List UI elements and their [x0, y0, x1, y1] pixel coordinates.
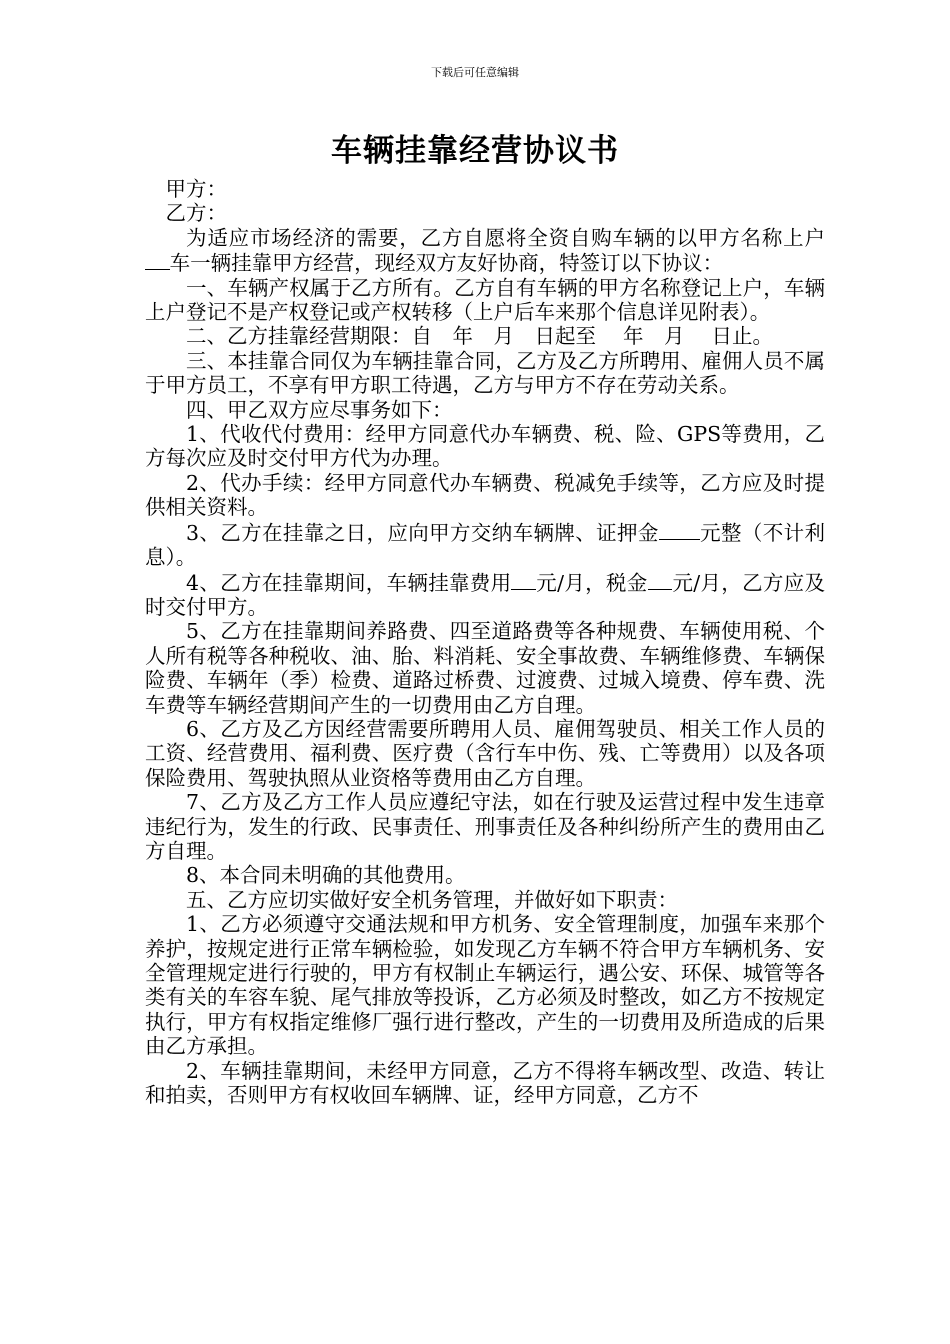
- header-note: 下载后可任意编辑: [431, 66, 519, 79]
- item-4-3-text-2: 元整（不计利息）。: [145, 520, 826, 570]
- document-body: [145, 177, 825, 1107]
- item-4-4-text-3: 元/月，乙方应及时交付甲方。: [145, 570, 825, 619]
- item-4-3-text-1: 3、乙方在挂靠之日，应向甲方交纳车辆牌、证押金: [186, 520, 659, 545]
- preamble-text-1: 为适应市场经济的需要，乙方自愿将全资自购车辆的以甲方名称上户: [186, 225, 825, 250]
- clause-3: 三、本挂靠合同仅为车辆挂靠合同，乙方及乙方所聘用、雇佣人员不属于甲方员工，不享有甲方职工待遇，乙方与甲方不存在劳动关系。: [145, 348, 825, 398]
- clause-2: 二、乙方挂靠经营期限：自 年 月 日起至 年 月 日止。: [186, 324, 774, 349]
- item-4-2: 2、代办手续：经甲方同意代办车辆费、税减免手续等，乙方应及时提供相关资料。: [145, 470, 825, 520]
- item-4-8: 8、本合同未明确的其他费用。: [186, 863, 466, 888]
- item-4-3: [145, 520, 825, 570]
- item-5-1: 1、乙方必须遵守交通法规和甲方机务、安全管理制度，加强车来那个养护，按规定进行正常车辆检验，如发现乙方车辆不符合甲方车辆机务、安全管理规定进行行驶的，甲方有权制止车辆运行，遇公安、环保、城管等各类有关的车容车貌、尾气排放等投诉，乙方必须及时整改，如乙方不按规定执行，甲方有权指定维修厂强行进行整改，产生的一切费用及所造成的后果由乙方承担。: [145, 912, 825, 1059]
- vehicle-blank: [145, 250, 170, 270]
- party-b-line: 乙方：: [165, 201, 227, 226]
- item-4-4-text-1: 4、乙方在挂靠期间，车辆挂靠费用: [186, 570, 512, 595]
- preamble-text-2: 车一辆挂靠甲方经营，现经双方友好协商，特签订以下协议：: [169, 251, 724, 276]
- item-4-5: 5、乙方在挂靠期间养路费、四至道路费等各种规费、车辆使用税、个人所有税等各种税收、油、胎、料消耗、安全事故费、车辆维修费、车辆保险费、车辆年（季）检费、道路过桥费、过渡费、过城入境费、停车费、洗车费等车辆经营期间产生的一切费用由乙方自理。: [145, 619, 825, 717]
- document-title: 车辆挂靠经营协议书: [331, 133, 619, 169]
- item-4-4-text-2: 元/月，税金: [536, 570, 648, 595]
- item-4-1: 1、代收代付费用：经甲方同意代办车辆费、税、险、GPS等费用，乙方每次应及时交付甲方代为办理。: [145, 422, 825, 471]
- clause-5: 五、乙方应切实做好安全机务管理，并做好如下职责：: [186, 887, 678, 912]
- clause-1: 一、车辆产权属于乙方所有。乙方自有车辆的甲方名称登记上户，车辆上户登记不是产权登记或产权转移（上户后车来那个信息详见附表）。: [145, 275, 825, 325]
- item-4-7: 7、乙方及乙方工作人员应遵纪守法，如在行驶及运营过程中发生违章违纪行为，发生的行政、民事责任、刑事责任及各种纠纷所产生的费用由乙方自理。: [145, 790, 825, 863]
- item-4-6: 6、乙方及乙方因经营需要所聘用人员、雇佣驾驶员、相关工作人员的工资、经营费用、福利费、医疗费（含行车中伤、残、亡等费用）以及各项保险费用、驾驶执照从业资格等费用由乙方自理。: [145, 716, 825, 790]
- tax-blank: [648, 570, 673, 590]
- preamble-paragraph: [145, 226, 825, 276]
- clause-4: 四、甲乙双方应尽事务如下：: [186, 397, 453, 422]
- item-4-4: [145, 570, 825, 620]
- deposit-blank: [659, 520, 700, 540]
- fee-blank: [511, 570, 536, 590]
- item-5-2: 2、车辆挂靠期间，未经甲方同意，乙方不得将车辆改型、改造、转让和拍卖，否则甲方有权收回车辆牌、证，经甲方同意，乙方不: [145, 1058, 825, 1108]
- party-a-line: 甲方：: [165, 177, 227, 201]
